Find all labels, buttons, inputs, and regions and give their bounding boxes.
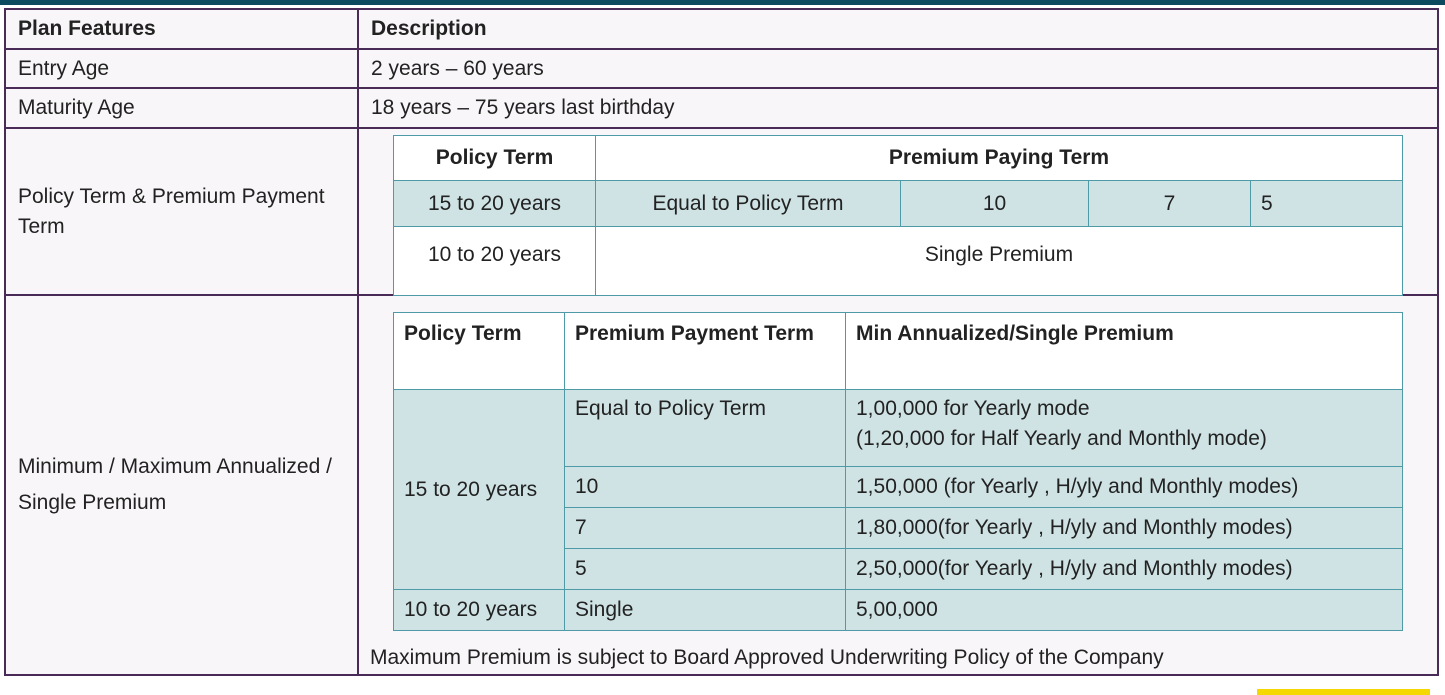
pt-header-premium-paying-term: Premium Paying Term [596,136,1403,181]
pt-row1-ppt-5: 5 [1251,181,1403,227]
entry-age-label: Entry Age [5,49,358,88]
header-row [5,9,1438,49]
premium-row [5,295,1438,675]
pm-single-ppt: Single [565,590,846,631]
premium-cell [358,295,1438,675]
table-row [394,181,1403,227]
pt-header-policy-term: Policy Term [394,136,596,181]
policy-term-header-row [394,136,1403,181]
pm-min-equal-line1: 1,00,000 for Yearly mode [856,397,1090,420]
policy-term-row [5,128,1438,295]
plan-features-table [4,8,1439,676]
policy-term-cell [358,128,1438,295]
footnote: Maximum Premium is subject to Board Approved Underwriting Policy of the Company [370,646,1164,669]
table-row [394,590,1403,631]
pt-row1-ppt-equal: Equal to Policy Term [596,181,901,227]
maturity-age-label: Maturity Age [5,88,358,128]
top-accent-bar [0,0,1445,5]
entry-age-value: 2 years – 60 years [358,49,1438,88]
pm-min-10: 1,50,000 (for Yearly , H/yly and Monthly modes) [846,467,1403,508]
pm-ppt-10: 10 [565,467,846,508]
header-description: Description [358,9,1438,49]
premium-header-row [394,313,1403,390]
maturity-age-row [5,88,1438,128]
pm-min-7: 1,80,000(for Yearly , H/yly and Monthly modes) [846,508,1403,549]
pm-group-term: 15 to 20 years [394,390,565,590]
pm-header-min: Min Annualized/Single Premium [846,313,1403,390]
pm-header-policy-term: Policy Term [394,313,565,390]
table-row [394,390,1403,467]
entry-age-row [5,49,1438,88]
pt-row1-ppt-10: 10 [901,181,1089,227]
pm-single-min: 5,00,000 [846,590,1403,631]
yellow-tab [1257,689,1430,695]
pm-min-5: 2,50,000(for Yearly , H/yly and Monthly modes) [846,549,1403,590]
pm-single-term: 10 to 20 years [394,590,565,631]
header-plan-features: Plan Features [5,9,358,49]
policy-term-label: Policy Term & Premium Payment Term [5,128,358,295]
pm-ppt-7: 7 [565,508,846,549]
policy-term-table [393,135,1403,296]
pm-min-equal [846,390,1403,467]
pt-row1-term: 15 to 20 years [394,181,596,227]
pt-row2-term: 10 to 20 years [394,227,596,296]
pt-row2-single: Single Premium [596,227,1403,296]
pm-min-equal-line2: (1,20,000 for Half Yearly and Monthly mode) [856,427,1267,450]
table-row [394,227,1403,296]
pm-ppt-5: 5 [565,549,846,590]
pm-ppt-equal: Equal to Policy Term [565,390,846,467]
maturity-age-value: 18 years – 75 years last birthday [358,88,1438,128]
pm-header-ppt: Premium Payment Term [565,313,846,390]
premium-label: Minimum / Maximum Annualized / Single Premium [5,295,358,675]
premium-table [393,312,1403,631]
pt-row1-ppt-7: 7 [1089,181,1251,227]
